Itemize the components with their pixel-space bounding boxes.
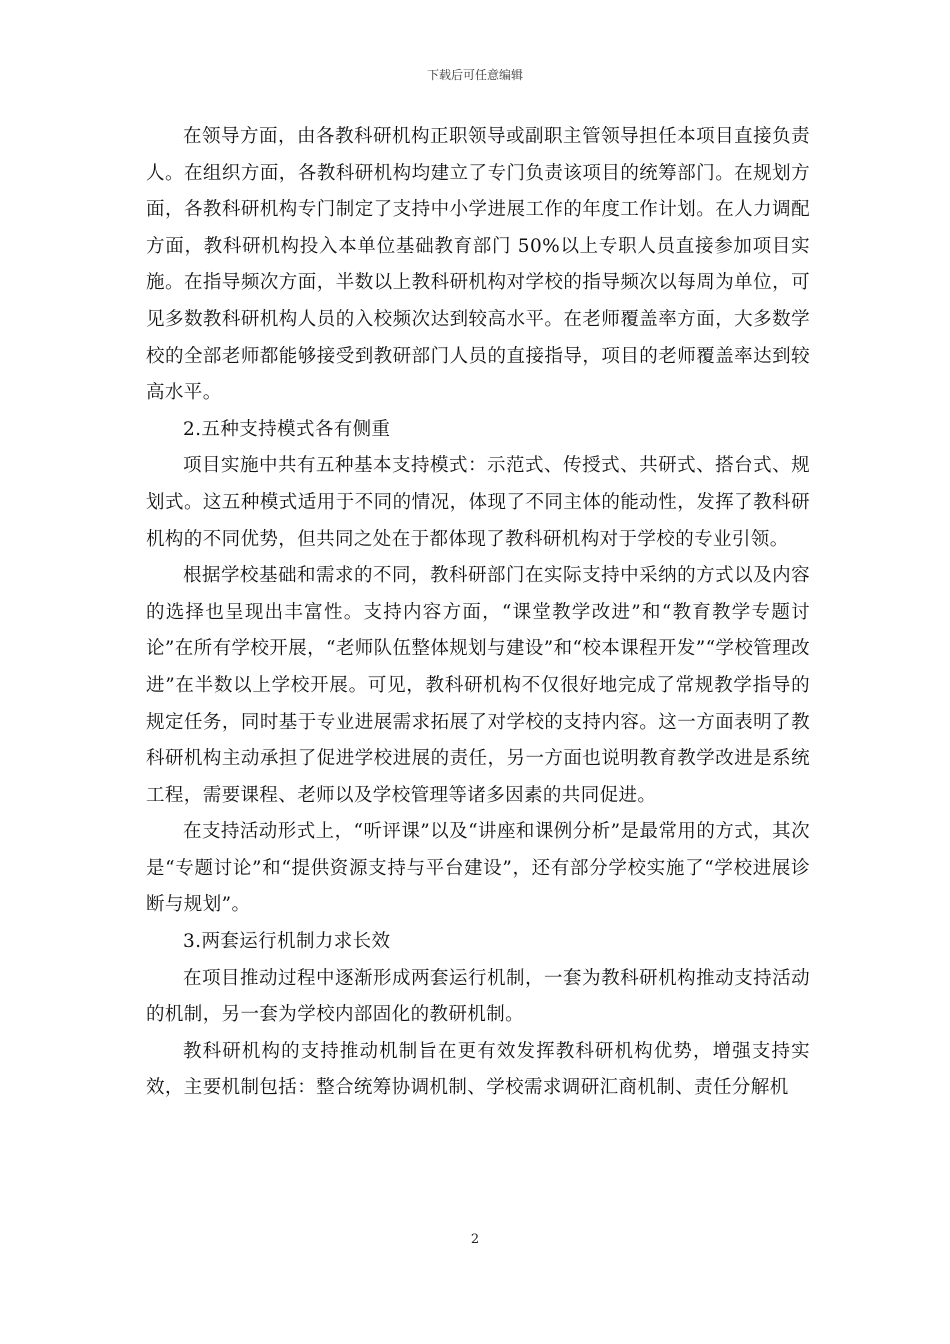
header-note: 下载后可任意编辑 [426, 68, 523, 82]
section-heading: 3.两套运行机制力求长效 [183, 931, 391, 953]
paragraph: 在项目推动过程中逐渐形成两套运行机制，一套为教科研机构推动支持活动的机制，另一套为学校内部固化的教研机制。 [146, 967, 810, 1026]
paragraph: 在支持活动形式上，“听评课”以及“讲座和课例分析”是最常用的方式，其次是“专题讨论”和“提供资源支持与平台建设”，还有部分学校实施了“学校进展诊断与规划”。 [146, 821, 810, 916]
paragraph: 根据学校基础和需求的不同，教科研部门在实际支持中采纳的方式以及内容的选择也呈现出丰富性。支持内容方面，“课堂教学改进”和“教育教学专题讨论”在所有学校开展，“老师队伍整体规划与建设”和“校本课程开发”“学校管理改进”在半数以上学校开展。可见，教科研机构不仅很好地完成了常规教学指导的规定任务，同时基于专业进展需求拓展了对学校的支持内容。这一方面表明了教科研机构主动承担了促进学校进展的责任，另一方面也说明教育教学改进是系统工程，需要课程、老师以及学校管理等诸多因素的共同促进。 [146, 565, 810, 806]
paragraph: 教科研机构的支持推动机制旨在更有效发挥教科研机构优势，增强支持实效，主要机制包括：整合统筹协调机制、学校需求调研汇商机制、责任分解机 [146, 1040, 810, 1099]
section-heading: 2.五种支持模式各有侧重 [183, 418, 391, 440]
page-number: 2 [470, 1232, 480, 1247]
paragraph: 在领导方面，由各教科研机构正职领导或副职主管领导担任本项目直接负责人。在组织方面，各教科研机构均建立了专门负责该项目的统筹部门。在规划方面，各教科研机构专门制定了支持中小学进展工作的年度工作计划。在人力调配方面，教科研机构投入本单位基础教育部门 50%以上专职人员直接参加项目实施。在指导频次方面，半数以上教科研机构对学校的指导频次以每周为单位，可见多数教科研机构人员的入校频次达到较高水平。在老师覆盖率方面，大多数学校的全部老师都能够接受到教研部门人员的直接指导，项目的老师覆盖率达到较高水平。 [146, 126, 810, 404]
document-body [146, 119, 810, 1107]
paragraph: 项目实施中共有五种基本支持模式：示范式、传授式、共研式、搭台式、规划式。这五种模式适用于不同的情况，体现了不同主体的能动性，发挥了教科研机构的不同优势，但共同之处在于都体现了教科研机构对于学校的专业引领。 [146, 455, 810, 550]
